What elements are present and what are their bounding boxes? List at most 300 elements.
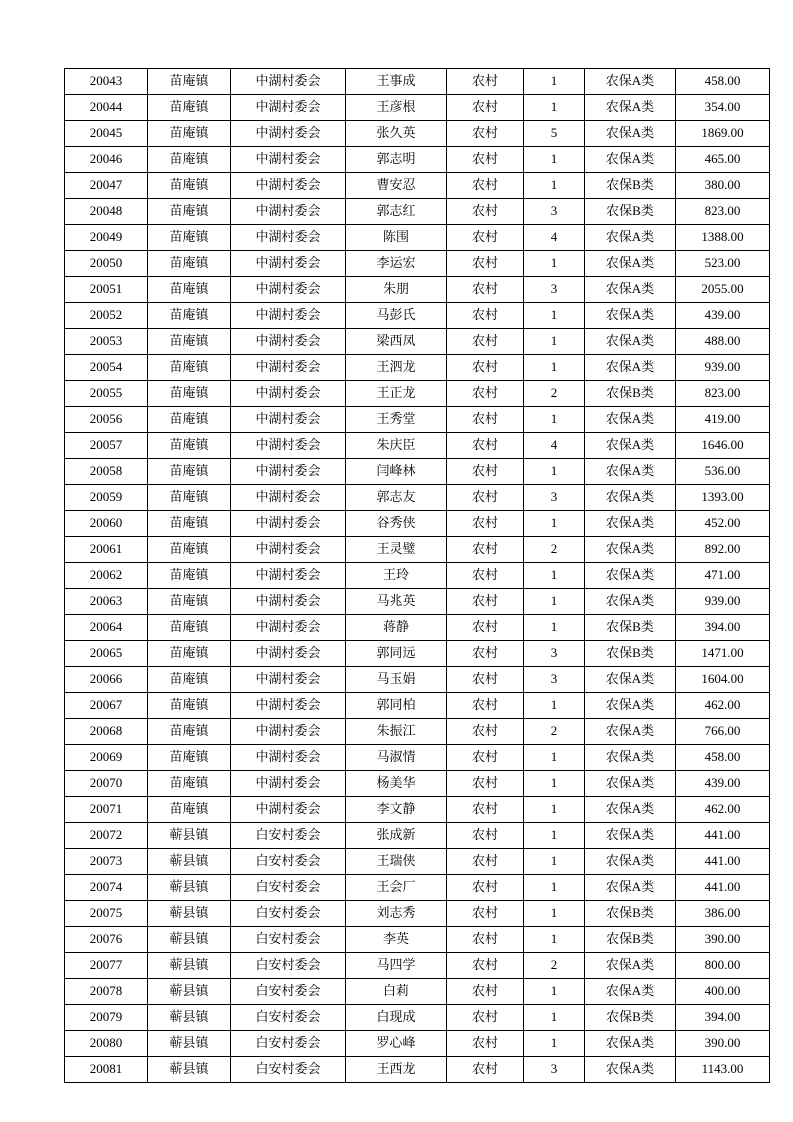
cell-id: 20059 [65,485,148,511]
table-row [65,199,770,225]
cell-village: 中湖村委会 [231,277,346,303]
cell-count: 3 [524,641,585,667]
cell-count: 1 [524,771,585,797]
cell-name: 白现成 [346,1005,447,1031]
cell-id: 20066 [65,667,148,693]
cell-category: 农保A类 [585,303,676,329]
cell-type: 农村 [447,381,524,407]
cell-amount: 452.00 [676,511,770,537]
cell-category: 农保A类 [585,771,676,797]
cell-type: 农村 [447,407,524,433]
cell-type: 农村 [447,95,524,121]
cell-count: 4 [524,433,585,459]
cell-town: 苗庵镇 [148,797,231,823]
cell-id: 20061 [65,537,148,563]
cell-count: 1 [524,147,585,173]
cell-id: 20051 [65,277,148,303]
cell-town: 苗庵镇 [148,173,231,199]
cell-town: 蕲县镇 [148,953,231,979]
cell-type: 农村 [447,745,524,771]
cell-amount: 2055.00 [676,277,770,303]
cell-count: 1 [524,979,585,1005]
table-row [65,719,770,745]
cell-type: 农村 [447,1031,524,1057]
cell-name: 马玉娟 [346,667,447,693]
cell-name: 王西龙 [346,1057,447,1083]
cell-id: 20071 [65,797,148,823]
cell-type: 农村 [447,537,524,563]
cell-id: 20074 [65,875,148,901]
cell-category: 农保A类 [585,875,676,901]
cell-count: 1 [524,563,585,589]
table-row [65,277,770,303]
table-row [65,407,770,433]
cell-type: 农村 [447,511,524,537]
cell-village: 中湖村委会 [231,693,346,719]
cell-name: 王彦根 [346,95,447,121]
cell-id: 20076 [65,927,148,953]
cell-town: 苗庵镇 [148,511,231,537]
table-row [65,797,770,823]
cell-category: 农保B类 [585,173,676,199]
cell-category: 农保B类 [585,381,676,407]
cell-amount: 458.00 [676,745,770,771]
cell-id: 20072 [65,823,148,849]
cell-town: 苗庵镇 [148,589,231,615]
cell-amount: 458.00 [676,69,770,95]
cell-category: 农保A类 [585,407,676,433]
cell-category: 农保A类 [585,797,676,823]
cell-town: 苗庵镇 [148,719,231,745]
cell-count: 1 [524,589,585,615]
cell-category: 农保A类 [585,121,676,147]
cell-category: 农保A类 [585,719,676,745]
cell-count: 3 [524,1057,585,1083]
cell-name: 朱振江 [346,719,447,745]
table-row [65,901,770,927]
cell-village: 中湖村委会 [231,329,346,355]
cell-amount: 465.00 [676,147,770,173]
cell-town: 苗庵镇 [148,433,231,459]
cell-town: 苗庵镇 [148,355,231,381]
cell-name: 郭同远 [346,641,447,667]
cell-town: 苗庵镇 [148,69,231,95]
table-row [65,511,770,537]
table-row [65,95,770,121]
table-row [65,147,770,173]
cell-name: 陈围 [346,225,447,251]
cell-town: 苗庵镇 [148,771,231,797]
table-row [65,641,770,667]
cell-type: 农村 [447,771,524,797]
table-body [65,69,770,1083]
cell-category: 农保A类 [585,485,676,511]
cell-amount: 394.00 [676,615,770,641]
cell-amount: 1471.00 [676,641,770,667]
cell-town: 苗庵镇 [148,329,231,355]
cell-name: 刘志秀 [346,901,447,927]
cell-count: 1 [524,901,585,927]
cell-count: 1 [524,173,585,199]
cell-category: 农保A类 [585,537,676,563]
table-row [65,745,770,771]
cell-count: 1 [524,511,585,537]
cell-type: 农村 [447,953,524,979]
cell-category: 农保B类 [585,927,676,953]
table-row [65,667,770,693]
cell-village: 白安村委会 [231,1057,346,1083]
table-row [65,823,770,849]
cell-id: 20067 [65,693,148,719]
cell-town: 苗庵镇 [148,381,231,407]
cell-amount: 1869.00 [676,121,770,147]
cell-amount: 939.00 [676,589,770,615]
cell-town: 苗庵镇 [148,693,231,719]
cell-category: 农保A类 [585,589,676,615]
cell-count: 2 [524,381,585,407]
cell-id: 20048 [65,199,148,225]
cell-town: 苗庵镇 [148,121,231,147]
cell-count: 1 [524,459,585,485]
table-row [65,771,770,797]
cell-id: 20050 [65,251,148,277]
cell-category: 农保A类 [585,979,676,1005]
cell-town: 苗庵镇 [148,641,231,667]
cell-name: 王正龙 [346,381,447,407]
cell-amount: 419.00 [676,407,770,433]
cell-type: 农村 [447,199,524,225]
cell-village: 中湖村委会 [231,121,346,147]
table-row [65,1057,770,1083]
cell-category: 农保B类 [585,199,676,225]
cell-count: 2 [524,953,585,979]
table-row [65,121,770,147]
cell-count: 1 [524,745,585,771]
cell-village: 中湖村委会 [231,69,346,95]
cell-id: 20058 [65,459,148,485]
cell-id: 20069 [65,745,148,771]
cell-amount: 386.00 [676,901,770,927]
cell-id: 20044 [65,95,148,121]
cell-type: 农村 [447,433,524,459]
cell-village: 中湖村委会 [231,797,346,823]
cell-count: 1 [524,1005,585,1031]
table-row [65,173,770,199]
cell-town: 苗庵镇 [148,147,231,173]
cell-type: 农村 [447,1057,524,1083]
cell-type: 农村 [447,69,524,95]
cell-name: 马彭氏 [346,303,447,329]
cell-count: 1 [524,797,585,823]
cell-id: 20064 [65,615,148,641]
cell-category: 农保B类 [585,1005,676,1031]
cell-name: 朱朋 [346,277,447,303]
cell-town: 苗庵镇 [148,95,231,121]
cell-name: 王灵璧 [346,537,447,563]
cell-village: 中湖村委会 [231,667,346,693]
cell-name: 郭志明 [346,147,447,173]
table-row [65,69,770,95]
cell-category: 农保A类 [585,329,676,355]
cell-type: 农村 [447,173,524,199]
cell-town: 苗庵镇 [148,199,231,225]
cell-amount: 390.00 [676,1031,770,1057]
cell-count: 1 [524,615,585,641]
cell-village: 白安村委会 [231,901,346,927]
cell-category: 农保A类 [585,849,676,875]
cell-village: 中湖村委会 [231,563,346,589]
cell-type: 农村 [447,147,524,173]
cell-category: 农保A类 [585,147,676,173]
cell-name: 闫峰林 [346,459,447,485]
cell-type: 农村 [447,277,524,303]
cell-village: 中湖村委会 [231,147,346,173]
cell-count: 1 [524,693,585,719]
table-row [65,589,770,615]
cell-name: 蒋静 [346,615,447,641]
cell-amount: 462.00 [676,797,770,823]
cell-name: 张久英 [346,121,447,147]
cell-type: 农村 [447,849,524,875]
table-row [65,381,770,407]
cell-name: 朱庆臣 [346,433,447,459]
table-row [65,459,770,485]
cell-id: 20056 [65,407,148,433]
cell-name: 王瑞侠 [346,849,447,875]
cell-name: 郭同柏 [346,693,447,719]
cell-name: 马四学 [346,953,447,979]
cell-village: 白安村委会 [231,1005,346,1031]
cell-amount: 523.00 [676,251,770,277]
cell-town: 蕲县镇 [148,849,231,875]
cell-type: 农村 [447,329,524,355]
cell-town: 蕲县镇 [148,1005,231,1031]
cell-amount: 400.00 [676,979,770,1005]
cell-name: 李文静 [346,797,447,823]
cell-town: 蕲县镇 [148,823,231,849]
cell-type: 农村 [447,693,524,719]
cell-count: 1 [524,95,585,121]
cell-id: 20043 [65,69,148,95]
cell-id: 20079 [65,1005,148,1031]
cell-type: 农村 [447,589,524,615]
cell-amount: 390.00 [676,927,770,953]
cell-village: 中湖村委会 [231,589,346,615]
cell-category: 农保A类 [585,433,676,459]
cell-amount: 441.00 [676,849,770,875]
table-row [65,485,770,511]
subsidy-table [64,68,770,1083]
cell-id: 20068 [65,719,148,745]
cell-town: 苗庵镇 [148,745,231,771]
cell-village: 白安村委会 [231,849,346,875]
cell-town: 蕲县镇 [148,979,231,1005]
cell-village: 白安村委会 [231,979,346,1005]
cell-count: 1 [524,303,585,329]
cell-id: 20047 [65,173,148,199]
cell-type: 农村 [447,355,524,381]
cell-count: 3 [524,485,585,511]
cell-name: 王事成 [346,69,447,95]
cell-village: 中湖村委会 [231,199,346,225]
table-row [65,979,770,1005]
cell-id: 20049 [65,225,148,251]
cell-count: 1 [524,927,585,953]
cell-amount: 354.00 [676,95,770,121]
cell-category: 农保A类 [585,95,676,121]
cell-village: 中湖村委会 [231,485,346,511]
cell-amount: 823.00 [676,199,770,225]
cell-name: 王玲 [346,563,447,589]
cell-category: 农保A类 [585,459,676,485]
cell-name: 杨美华 [346,771,447,797]
cell-village: 白安村委会 [231,1031,346,1057]
cell-village: 中湖村委会 [231,771,346,797]
cell-count: 1 [524,329,585,355]
cell-count: 1 [524,251,585,277]
cell-village: 中湖村委会 [231,615,346,641]
cell-category: 农保A类 [585,693,676,719]
cell-village: 中湖村委会 [231,251,346,277]
cell-name: 梁西凤 [346,329,447,355]
cell-name: 马淑情 [346,745,447,771]
cell-type: 农村 [447,615,524,641]
cell-id: 20073 [65,849,148,875]
cell-id: 20070 [65,771,148,797]
cell-category: 农保A类 [585,277,676,303]
cell-type: 农村 [447,563,524,589]
cell-town: 蕲县镇 [148,875,231,901]
cell-amount: 441.00 [676,823,770,849]
cell-id: 20055 [65,381,148,407]
cell-id: 20080 [65,1031,148,1057]
cell-village: 中湖村委会 [231,719,346,745]
cell-count: 1 [524,355,585,381]
table-row [65,1005,770,1031]
cell-village: 中湖村委会 [231,407,346,433]
cell-category: 农保B类 [585,641,676,667]
cell-village: 白安村委会 [231,875,346,901]
cell-town: 苗庵镇 [148,303,231,329]
cell-amount: 441.00 [676,875,770,901]
cell-category: 农保A类 [585,225,676,251]
cell-amount: 1646.00 [676,433,770,459]
cell-count: 5 [524,121,585,147]
cell-category: 农保A类 [585,355,676,381]
cell-name: 白莉 [346,979,447,1005]
table-row [65,1031,770,1057]
cell-town: 苗庵镇 [148,225,231,251]
cell-amount: 439.00 [676,303,770,329]
cell-count: 2 [524,537,585,563]
cell-village: 白安村委会 [231,927,346,953]
cell-count: 4 [524,225,585,251]
cell-id: 20057 [65,433,148,459]
cell-id: 20075 [65,901,148,927]
cell-amount: 1393.00 [676,485,770,511]
cell-name: 谷秀侠 [346,511,447,537]
cell-id: 20063 [65,589,148,615]
cell-amount: 823.00 [676,381,770,407]
cell-count: 1 [524,849,585,875]
cell-type: 农村 [447,927,524,953]
cell-category: 农保A类 [585,745,676,771]
cell-category: 农保A类 [585,667,676,693]
cell-amount: 380.00 [676,173,770,199]
cell-town: 苗庵镇 [148,277,231,303]
cell-count: 3 [524,277,585,303]
cell-category: 农保B类 [585,615,676,641]
cell-amount: 394.00 [676,1005,770,1031]
table-row [65,849,770,875]
cell-category: 农保A类 [585,251,676,277]
cell-type: 农村 [447,121,524,147]
cell-village: 中湖村委会 [231,225,346,251]
cell-category: 农保A类 [585,1031,676,1057]
table-row [65,693,770,719]
cell-category: 农保A类 [585,511,676,537]
table-row [65,329,770,355]
cell-id: 20062 [65,563,148,589]
cell-town: 苗庵镇 [148,407,231,433]
table-row [65,433,770,459]
cell-id: 20045 [65,121,148,147]
cell-amount: 439.00 [676,771,770,797]
cell-village: 中湖村委会 [231,537,346,563]
cell-village: 中湖村委会 [231,511,346,537]
cell-category: 农保A类 [585,1057,676,1083]
cell-name: 王泗龙 [346,355,447,381]
table-row [65,563,770,589]
cell-name: 罗心峰 [346,1031,447,1057]
cell-id: 20077 [65,953,148,979]
cell-count: 1 [524,407,585,433]
cell-amount: 1388.00 [676,225,770,251]
cell-id: 20052 [65,303,148,329]
table-row [65,537,770,563]
cell-name: 马兆英 [346,589,447,615]
table-row [65,225,770,251]
cell-village: 中湖村委会 [231,745,346,771]
cell-type: 农村 [447,823,524,849]
cell-name: 王会厂 [346,875,447,901]
cell-name: 曹安忍 [346,173,447,199]
cell-village: 中湖村委会 [231,641,346,667]
table-row [65,251,770,277]
cell-category: 农保A类 [585,823,676,849]
table-row [65,355,770,381]
cell-type: 农村 [447,797,524,823]
cell-amount: 536.00 [676,459,770,485]
cell-type: 农村 [447,667,524,693]
cell-name: 李运宏 [346,251,447,277]
table-row [65,953,770,979]
cell-town: 苗庵镇 [148,459,231,485]
cell-id: 20078 [65,979,148,1005]
cell-amount: 800.00 [676,953,770,979]
cell-count: 3 [524,667,585,693]
cell-village: 中湖村委会 [231,433,346,459]
cell-count: 1 [524,875,585,901]
cell-count: 1 [524,69,585,95]
cell-type: 农村 [447,641,524,667]
cell-name: 张成新 [346,823,447,849]
cell-id: 20046 [65,147,148,173]
cell-category: 农保A类 [585,69,676,95]
cell-count: 3 [524,199,585,225]
cell-amount: 471.00 [676,563,770,589]
cell-amount: 766.00 [676,719,770,745]
